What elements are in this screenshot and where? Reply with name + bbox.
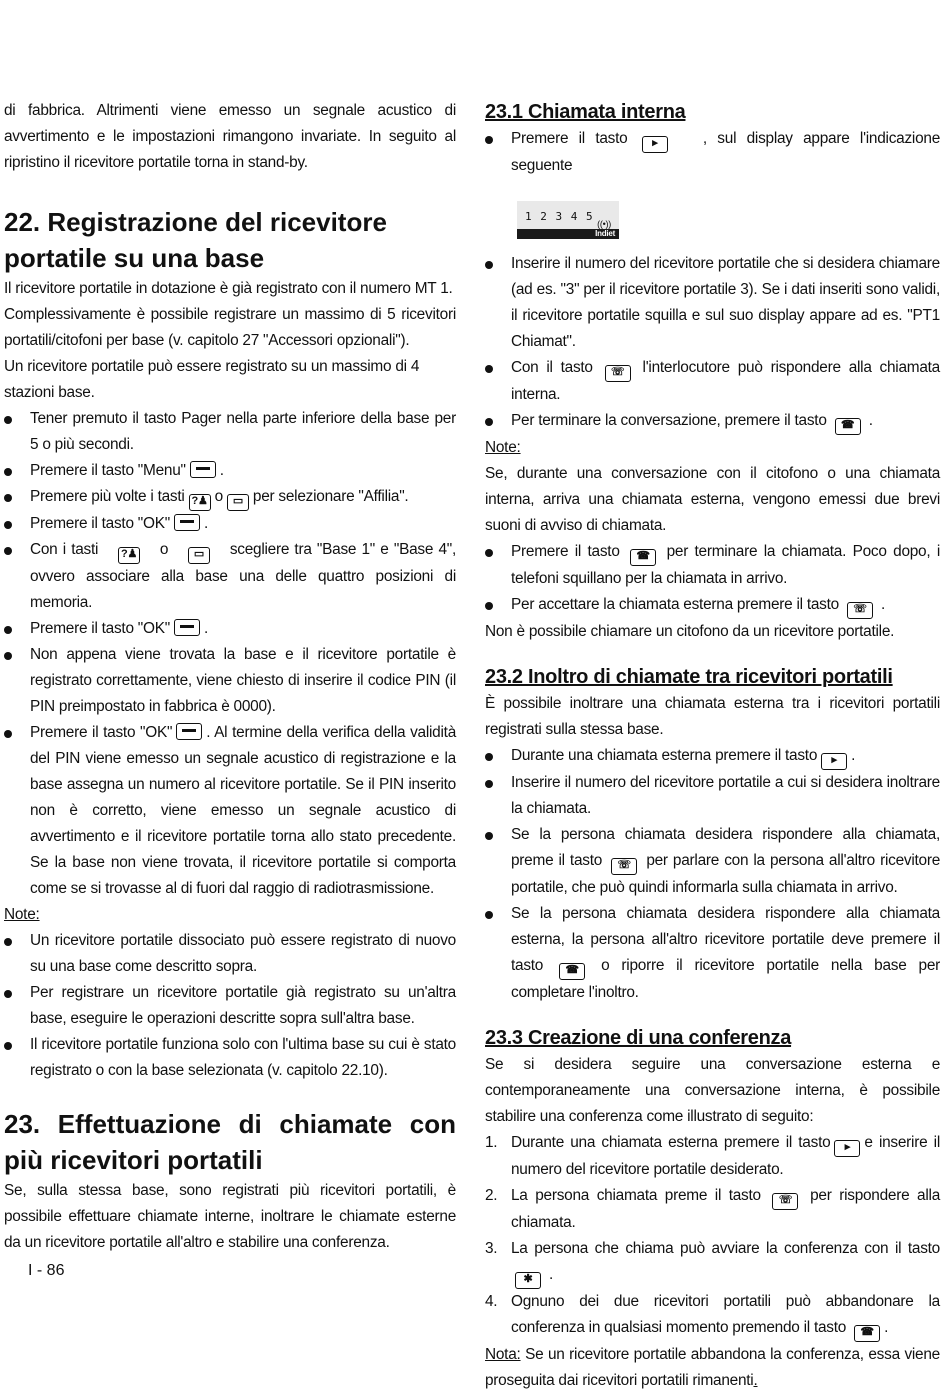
- list-item: Tener premuto il tasto Pager nella parte inferiore della base per 5 o più secondi.: [4, 406, 456, 458]
- paragraph-22a: Il ricevitore portatile in dotazione è già registrato con il numero MT 1.: [4, 280, 453, 297]
- left-column: [4, 98, 456, 1256]
- list-item: Inserire il numero del ricevitore portatile a cui si desidera inoltrare la chiamata.: [485, 770, 940, 822]
- phonebook-icon: ▭: [227, 494, 249, 511]
- section-23-2-heading: 23.2 Inoltro di chiamate tra ricevitori portatili: [485, 666, 893, 688]
- list-item: Se la persona chiamata desidera rispondere alla chiamata esterna, la persona all'altro ricevitore portatile deve premere il tasto ☎ o riporre il ricevitore portatile nella base per completare l'inoltro.: [485, 901, 940, 1006]
- int-key-icon: ▸: [834, 1140, 860, 1157]
- list-item: Inserire il numero del ricevitore portatile che si desidera chiamare (ad es. "3" per il ricevitore portatile 3). Se i dati inseriti sono validi, il ricevitore portatile squilla e sul suo display appare ad es. "PT1 Chiamat".: [485, 251, 940, 355]
- list-item: Premere il tasto "OK" . Al termine della verifica della validità del PIN viene emesso un segnale acustico di registrazione e la base assegna un numero al ricevitore portatile. Se il PIN inserito non è corretto, viene emesso un segnale acustico di avvertimento e il ricevitore portatile torna allo stato precedente. Se la base non viene trovata, il ricevitore portatile si comporta come se si trovasse al di fuori dal raggio di radiotrasmissione.: [4, 720, 456, 902]
- talk-key-icon: ☏: [847, 602, 873, 619]
- signal-icon: ((•)): [597, 219, 611, 229]
- paragraph-23-3: Se si desidera seguire una conversazione esterna e contemporaneamente una conversazione interna, è possibile stabilire una conferenza come illustrato di seguito:: [485, 1056, 940, 1125]
- page-number: I - 86: [28, 1262, 65, 1279]
- note-label: Note:: [4, 906, 40, 923]
- end-key-icon: ☎: [630, 549, 656, 566]
- numbered-item: 3. La persona che chiama può avviare la conferenza con il tasto ✱ .: [485, 1236, 940, 1289]
- list-item: Premere il tasto "Menu" .: [4, 458, 456, 484]
- note-paragraph: Non è possibile chiamare un citofono da un ricevitore portatile.: [485, 623, 895, 640]
- star-key-icon: ✱: [515, 1272, 541, 1289]
- list-item: Non appena viene trovata la base e il ricevitore portatile è registrato correttamente, viene chiesto di inserire il codice PIN (il PIN preimpostato in fabbrica è 0000).: [4, 642, 456, 720]
- numbered-item: 2. La persona chiamata preme il tasto ☏ per rispondere alla chiamata.: [485, 1187, 940, 1231]
- paragraph-23-2: È possibile inoltrare una chiamata esterna tra i ricevitori portatili registrati sulla stessa base.: [485, 695, 940, 738]
- note-label: Note:: [485, 439, 521, 456]
- talk-key-icon: ☏: [772, 1193, 798, 1210]
- talk-key-icon: ☏: [605, 365, 631, 382]
- talk-key-icon: ☏: [611, 858, 637, 875]
- end-key-icon: ☎: [854, 1325, 880, 1342]
- list-item: Se la persona chiamata desidera rispondere alla chiamata, preme il tasto ☏ per parlare con la persona all'altro ricevitore portatile, che può quindi informarla sulla chiamata in arrivo.: [485, 822, 940, 901]
- list-item: Premere il tasto ▸ , sul display appare l'indicazione seguente: [485, 126, 940, 179]
- section-23-1-heading: 23.1 Chiamata interna: [485, 101, 686, 123]
- list-item: Premere il tasto "OK" .: [4, 616, 456, 642]
- softkey-icon: [174, 619, 200, 636]
- section-22-heading: 22. Registrazione del ricevitore portatile su una base: [4, 207, 387, 273]
- end-key-icon: ☎: [559, 963, 585, 980]
- list-item: Per terminare la conversazione, premere il tasto ☎ .: [485, 408, 940, 435]
- numbered-item: 4. Ognuno dei due ricevitori portatili può abbandonare la conferenza in qualsiasi momento premendo il tasto ☎ .: [485, 1289, 940, 1342]
- intercom-icon: ?♟: [189, 494, 211, 511]
- intro-paragraph: di fabbrica. Altrimenti viene emesso un segnale acustico di avvertimento e le impostazioni rimangono invariate. In seguito al ripristino il ricevitore portatile torna in stand-by.: [4, 102, 456, 171]
- list-item: Con i tasti ?♟ o ▭ scegliere tra "Base 1" e "Base 4", ovvero associare alla base una delle quattro posizioni di memoria.: [4, 537, 456, 616]
- display-digits: 1 2 3 4 5: [525, 210, 594, 223]
- list-item: Con il tasto ☏ l'interlocutore può rispondere alla chiamata interna.: [485, 355, 940, 408]
- numbered-item: 1. Durante una chiamata esterna premere il tasto ▸ e inserire il numero del ricevitore portatile desiderato.: [485, 1134, 940, 1178]
- section-23-3-heading: 23.3 Creazione di una conferenza: [485, 1027, 792, 1049]
- list-item: Premere il tasto "OK" .: [4, 511, 456, 537]
- right-column: [485, 98, 940, 1394]
- section-23-heading: 23. Effettuazione di chiamate con più ricevitori portatili: [4, 1109, 456, 1175]
- int-key-icon: ▸: [821, 753, 847, 770]
- paragraph-23: Se, sulla stessa base, sono registrati più ricevitori portatili, è possibile effettuare chiamate interne, inoltrare le chiamate esterne da un ricevitore portatile all'altro e stabilire una conferenza.: [4, 1182, 456, 1251]
- final-note: Nota: Se un ricevitore portatile abbandona la conferenza, essa viene proseguita dai ricevitori portatili rimanenti.: [485, 1346, 940, 1389]
- list-item: Un ricevitore portatile dissociato può essere registrato di nuovo su una base come descritto sopra.: [4, 928, 456, 980]
- list-item: Premere più volte i tasti ?♟ o ▭ per selezionare "Affilia".: [4, 484, 456, 511]
- list-item: Il ricevitore portatile funziona solo con l'ultima base su cui è stato registrato o con la base selezionata (v. capitolo 22.10).: [4, 1032, 456, 1084]
- phonebook-icon: ▭: [188, 547, 210, 564]
- list-item: Premere il tasto ☎ per terminare la chiamata. Poco dopo, i telefoni squillano per la chiamata in arrivo.: [485, 539, 940, 592]
- softkey-icon: [174, 514, 200, 531]
- display-screen: [517, 201, 619, 239]
- list-item: Durante una chiamata esterna premere il tasto ▸ .: [485, 743, 940, 770]
- end-key-icon: ☎: [835, 418, 861, 435]
- list-item: Per accettare la chiamata esterna premere il tasto ☏ .: [485, 592, 940, 619]
- int-key-icon: ▸: [642, 136, 668, 153]
- display-softkey-label: Indiet: [595, 229, 615, 238]
- paragraph-22c: Un ricevitore portatile può essere registrato su un massimo di 4 stazioni base.: [4, 358, 420, 401]
- paragraph-22b: Complessivamente è possibile registrare un massimo di 5 ricevitori portatili/citofoni per base (v. capitolo 27 "Accessori opzionali").: [4, 306, 456, 349]
- softkey-icon: [190, 461, 216, 478]
- note-paragraph: Se, durante una conversazione con il citofono o una chiamata interna, arriva una chiamata esterna, vengono emessi due brevi suoni di avviso di chiamata.: [485, 465, 940, 534]
- list-item: Per registrare un ricevitore portatile già registrato su un'altra base, eseguire le operazioni descritte sopra sull'altra base.: [4, 980, 456, 1032]
- softkey-icon: [176, 723, 202, 740]
- intercom-icon: ?♟: [118, 547, 140, 564]
